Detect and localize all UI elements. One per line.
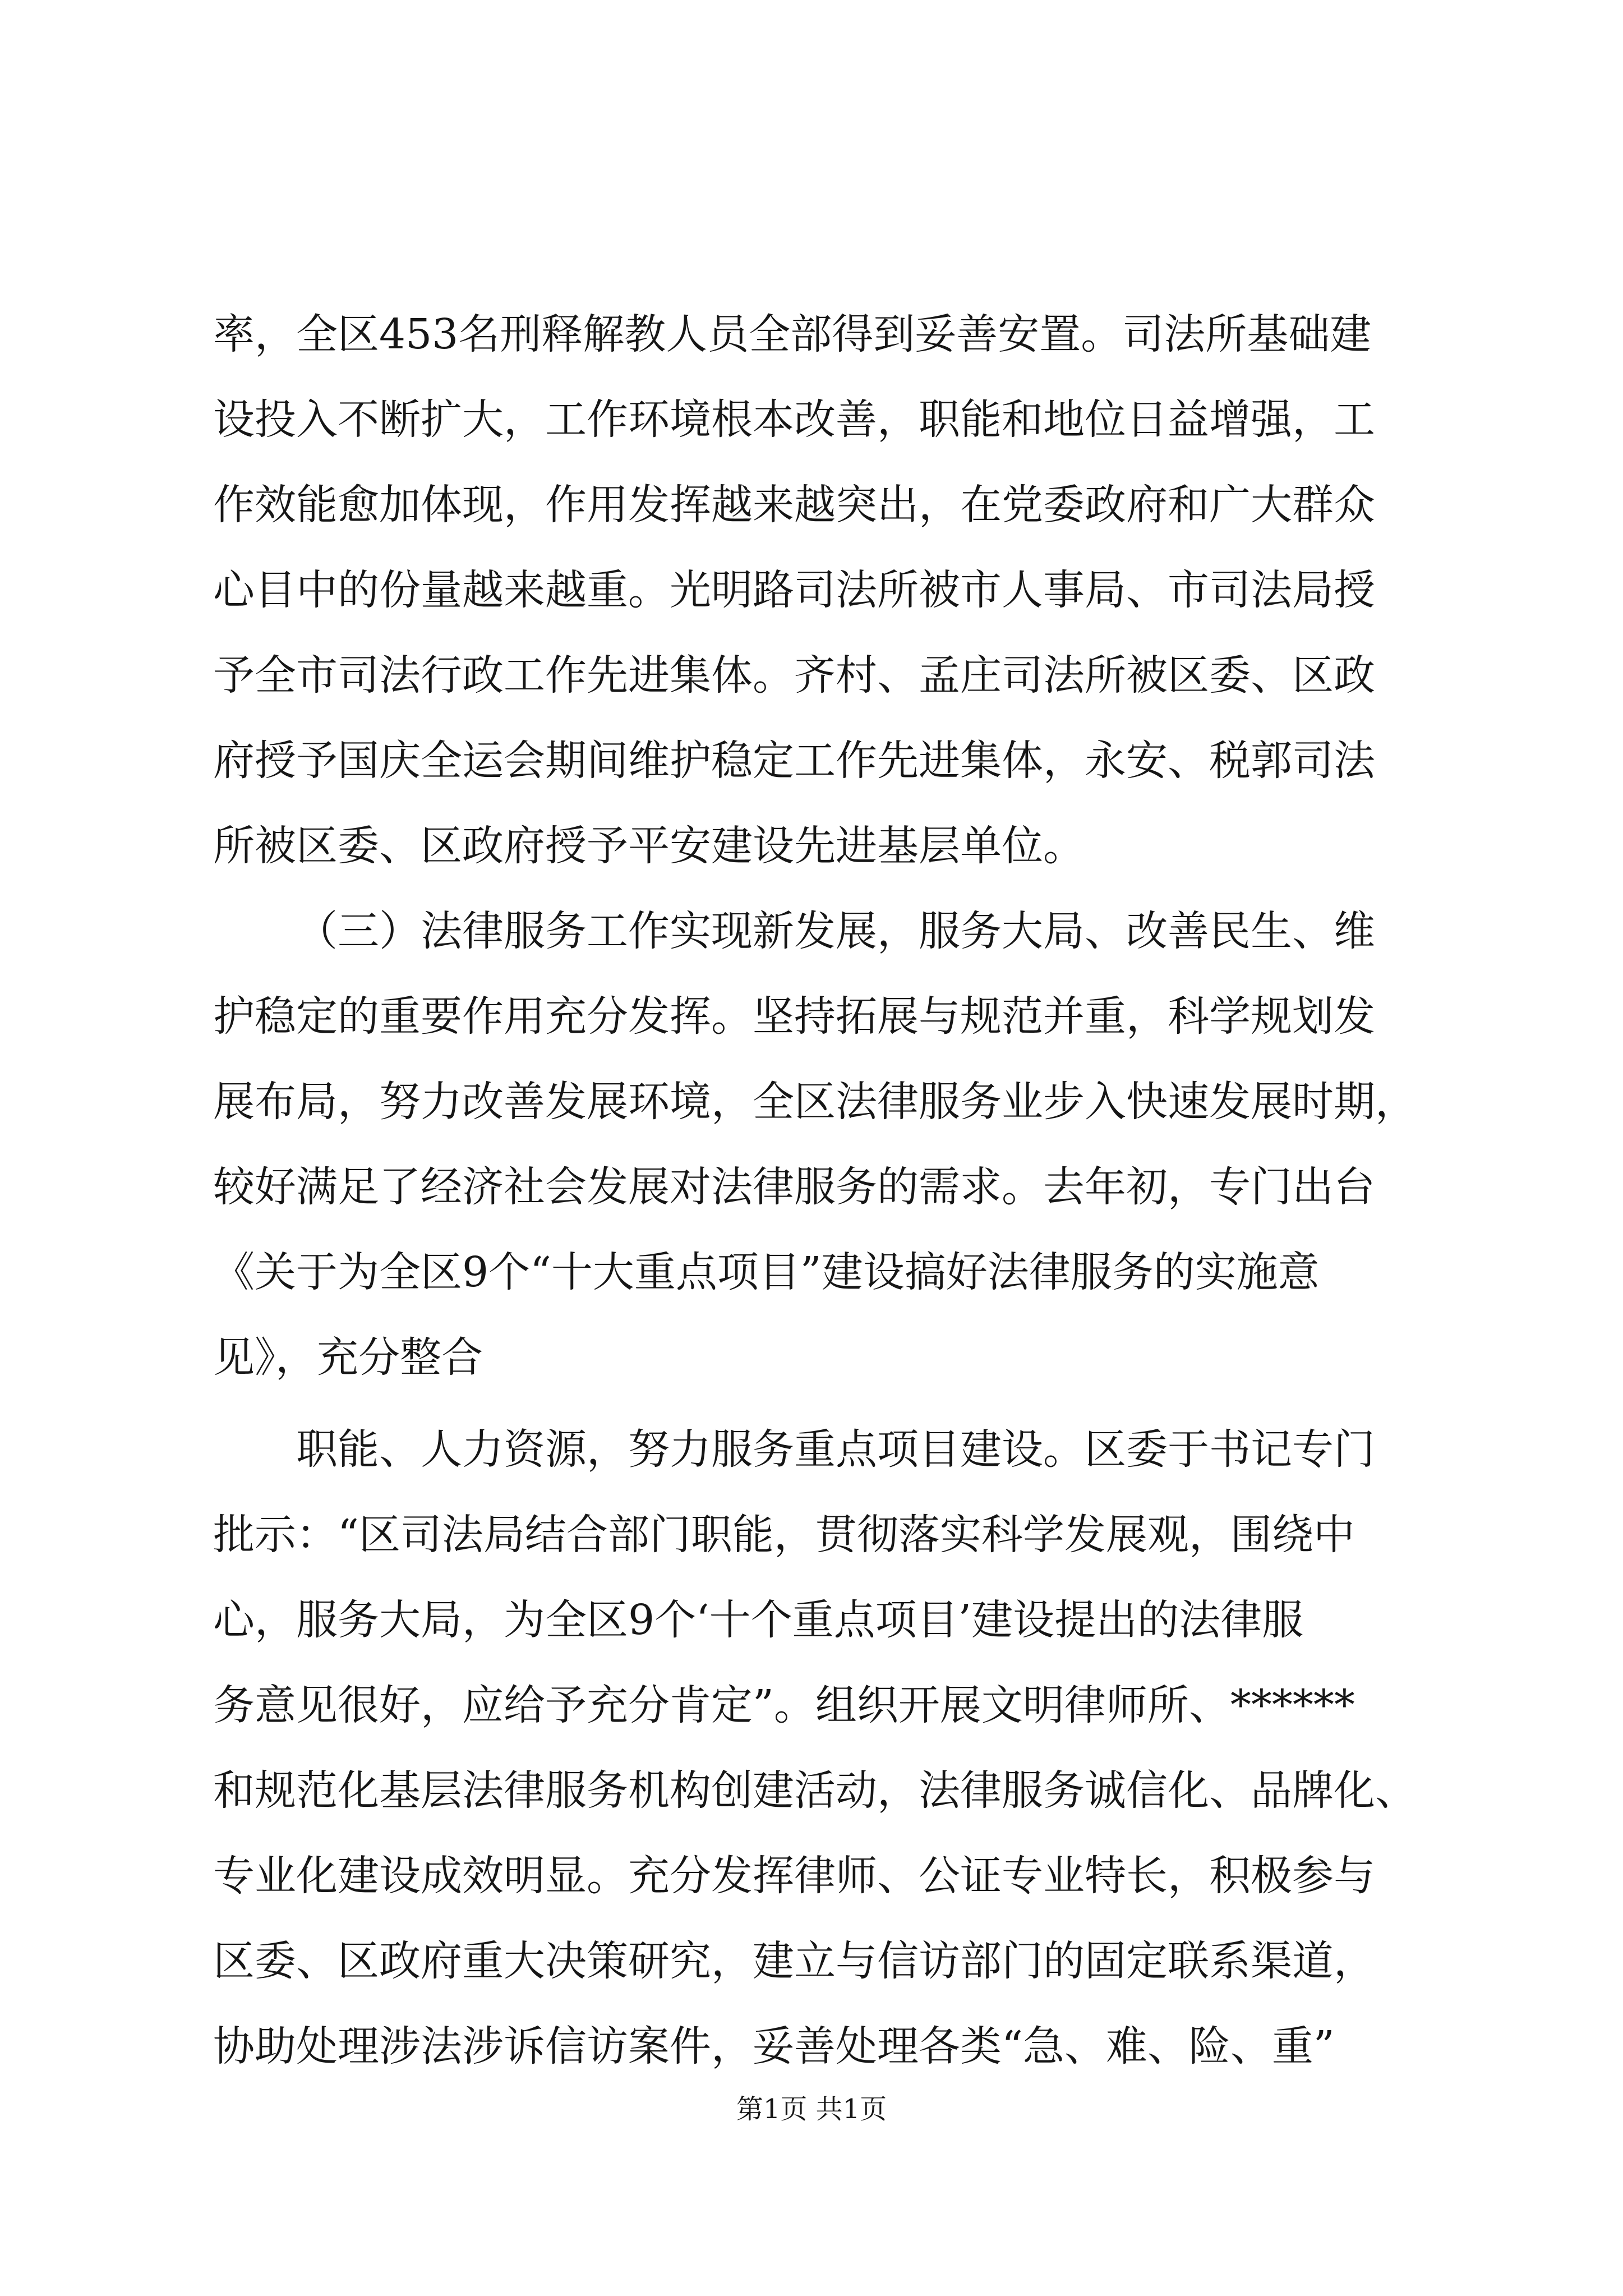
- body-line: 《关于为全区9个“十大重点项目”建设搞好法律服务的实施意: [213, 1248, 1320, 1296]
- body-line: 护稳定的重要作用充分发挥。坚持拓展与规范并重，科学规划发: [213, 992, 1375, 1041]
- body-line: 见》，充分整合: [213, 1333, 483, 1382]
- body-line: 区委、区政府重大决策研究，建立与信访部门的固定联系渠道，: [213, 1937, 1375, 1985]
- body-line: 心，服务大局，为全区9个‘十个重点项目’建设提出的法律服: [213, 1596, 1304, 1644]
- body-line: 批示：“区司法局结合部门职能，贯彻落实科学发展观，围绕中: [213, 1511, 1355, 1559]
- body-line: 率，全区453名刑释解教人员全部得到妥善安置。司法所基础建: [213, 310, 1372, 358]
- body-line: 专业化建设成效明显。充分发挥律师、公证专业特长，积极参与: [213, 1852, 1375, 1900]
- body-line: 协助处理涉法涉诉信访案件，妥善处理各类“急、难、险、重”: [213, 2022, 1335, 2070]
- body-line: 所被区委、区政府授予平安建设先进基层单位。: [213, 822, 1085, 870]
- body-line: 和规范化基层法律服务机构创建活动，法律服务诚信化、品牌化、: [213, 1766, 1417, 1815]
- body-line: 较好满足了经济社会发展对法律服务的需求。去年初，专门出台: [213, 1163, 1375, 1211]
- document-body: [213, 292, 1436, 2089]
- paragraph-first-line: 职能、人力资源，努力服务重点项目建设。区委于书记专门: [296, 1425, 1375, 1474]
- body-line: 设投入不断扩大，工作环境根本改善，职能和地位日益增强，工: [213, 395, 1375, 444]
- body-line: 务意见很好，应给予充分肯定”。组织开展文明律师所、******: [213, 1681, 1355, 1729]
- body-line: 心目中的份量越来越重。光明路司法所被市人事局、市司法局授: [213, 566, 1375, 614]
- body-line: 予全市司法行政工作先进集体。齐村、孟庄司法所被区委、区政: [213, 651, 1375, 700]
- body-line: 作效能愈加体现，作用发挥越来越突出，在党委政府和广大群众: [213, 481, 1375, 529]
- page-number-footer: 第1页 共1页: [736, 2093, 887, 2125]
- section-heading-line: （三）法律服务工作实现新发展，服务大局、改善民生、维: [296, 907, 1375, 955]
- body-line: 府授予国庆全运会期间维护稳定工作先进集体，永安、税郭司法: [213, 737, 1375, 785]
- body-line: 展布局，努力改善发展环境，全区法律服务业步入快速发展时期，: [213, 1078, 1417, 1126]
